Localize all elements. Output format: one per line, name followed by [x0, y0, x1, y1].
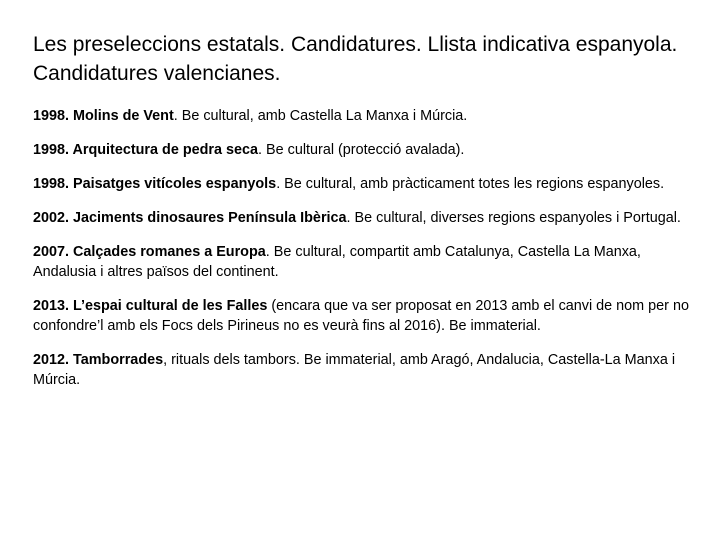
slide: [33, 30, 705, 404]
entry-molins-de-vent: [33, 106, 693, 126]
entry-pedra-seca: [33, 140, 693, 160]
entry-jaciments-dinosaures: [33, 208, 693, 228]
slide-title-line-1: Les preseleccions estatals. Candidatures. Llista indicativa espanyola.: [33, 33, 678, 56]
entry-heading: 1998. Molins de Vent: [33, 108, 174, 124]
entry-text: , rituals dels tambors. Be immaterial, amb Aragó, Andalucia, Castella-La Manxa i Múrcia.: [33, 352, 676, 388]
slide-title: [33, 30, 705, 88]
entry-text: . Be cultural, compartit amb Catalunya, Castella La Manxa, Andalusia i altres països del continent.: [33, 244, 641, 280]
entry-falles: [33, 296, 693, 336]
slide-title-line-2: Candidatures valencianes.: [33, 62, 281, 85]
entry-heading: 2013. L’espai cultural de les Falles: [33, 298, 268, 314]
entry-text: . Be cultural, diverses regions espanyoles i Portugal.: [346, 210, 681, 226]
entry-paisatges-viticoles: [33, 174, 693, 194]
entry-heading: 1998. Arquitectura de pedra seca: [33, 142, 259, 158]
entry-text: . Be cultural (protecció avalada).: [258, 142, 465, 158]
entry-tamborrades: [33, 350, 693, 390]
entry-heading: 2002. Jaciments dinosaures Península Ibèrica: [33, 210, 347, 226]
entry-heading: 1998. Paisatges vitícoles espanyols: [33, 176, 277, 192]
entry-calcades-romanes: [33, 242, 693, 282]
entry-text: . Be cultural, amb pràcticament totes les regions espanyoles.: [276, 176, 665, 192]
entry-heading: 2007. Calçades romanes a Europa: [33, 244, 266, 260]
entry-text: (encara que va ser proposat en 2013 amb el canvi de nom per no confondre’l amb els Focs dels Pirineus no es veurà fins al 2016). Be immaterial.: [33, 298, 689, 334]
entry-text: . Be cultural, amb Castella La Manxa i Múrcia.: [173, 108, 468, 124]
entry-heading: 2012. Tamborrades: [33, 352, 164, 368]
